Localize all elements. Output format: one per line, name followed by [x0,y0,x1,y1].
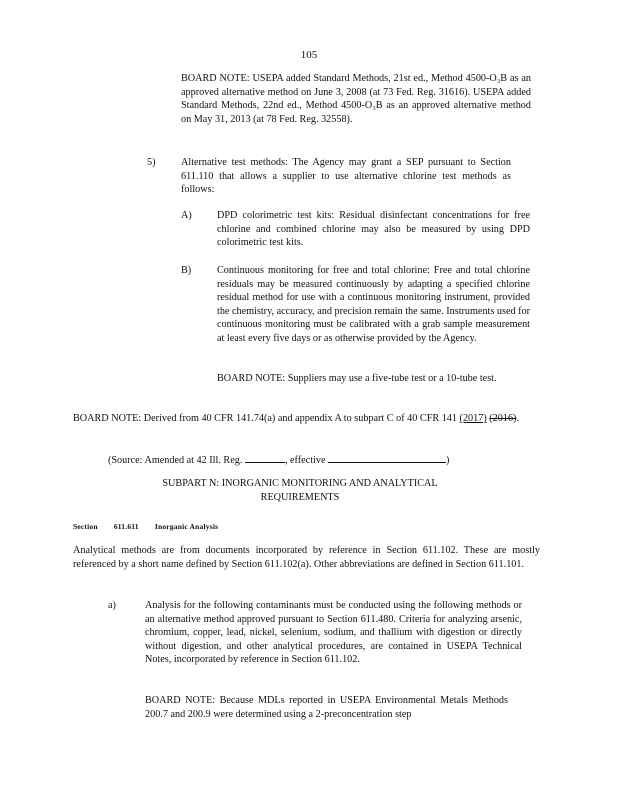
reg-page-blank[interactable] [245,452,285,463]
page-number: 105 [300,49,318,61]
board-note-ozone: BOARD NOTE: USEPA added Standard Methods, 21st ed., Method 4500-O₃B as an approved alternative method on June 3, 2008 (at 73 Fed. Reg. 31616). USEPA added Standard Methods, 22nd ed., Method 4500-O₃B as an approved alternative method on May 31, 2013 (at 78 Fed. Reg. 32558). [181,73,531,125]
item-5-text: Alternative test methods: The Agency may grant a SEP pursuant to Section 611.110 that allows a supplier to use alternative chlorine test methods as follows: [181,157,511,196]
item-b-upper-label: B) [181,265,192,276]
board-note-derived-main: BOARD NOTE: Derived from 40 CFR 141.74(a) and appendix A to subpart C of 40 CFR 141 [73,413,457,424]
section-title: Inorganic Analysis [154,522,219,531]
item-5-label: 5) [147,157,156,168]
section-heading [73,520,218,534]
section-label: Section [73,522,98,531]
item-a-upper-label: A) [181,210,192,221]
board-note-mdls: BOARD NOTE: Because MDLs reported in USEPA Environmental Metals Methods 200.7 and 200.9 were determined using a 2-preconcentration step [145,695,508,720]
section-number: 611.611 [113,522,139,531]
source-amended: Amended at 42 Ill. Reg. [144,455,243,466]
source-effective: effective [290,455,326,466]
source-close: ) [446,455,450,466]
deleted-year: (2016) [489,413,517,424]
item-a-lower-text: Analysis for the following contaminants must be conducted using the following methods or an alternative method approved pursuant to Section 611.480. Criteria for analyzing arsenic, chromium, copper, lead, nickel, selenium, sodium, and thallium with digestion or directly without digestion, and other analytical procedures, are contained in USEPA Technical Notes, incorporated by reference in Section 611.102. [145,600,522,666]
source-line [108,452,508,468]
added-year: (2017) [459,413,487,424]
board-note-derived-end: . [516,413,519,424]
board-note-tube-test: BOARD NOTE: Suppliers may use a five-tube test or a 10-tube test. [217,373,497,384]
subpart-heading: SUBPART N: INORGANIC MONITORING AND ANALYTICAL REQUIREMENTS [162,478,438,503]
intro-paragraph: Analytical methods are from documents incorporated by reference in Section 611.102. These are mostly referenced by a short name defined by Section 611.102(a). Other abbreviations are defined in Section 611.101. [73,545,540,570]
source-comma: , [284,455,288,466]
source-open: (Source: [108,455,143,466]
item-a-lower-label: a) [108,600,116,611]
item-a-upper-text: DPD colorimetric test kits: Residual disinfectant concentrations for free chlorine and combined chlorine may also be measured by using DPD colorimetric test kits. [217,210,530,249]
board-note-derived [73,412,531,426]
item-b-upper-text: Continuous monitoring for free and total chlorine: Free and total chlorine residuals may be measured continuously by adapting a specified chlorine residual method for use with a continuous monitoring instrument, provided the chemistry, accuracy, and precision remain the same. Instruments used for continuous monitoring must be calibrated with a grab sample measurement at least every five days or as otherwise provided by the Agency. [217,265,530,344]
effective-date-blank[interactable] [328,452,446,463]
